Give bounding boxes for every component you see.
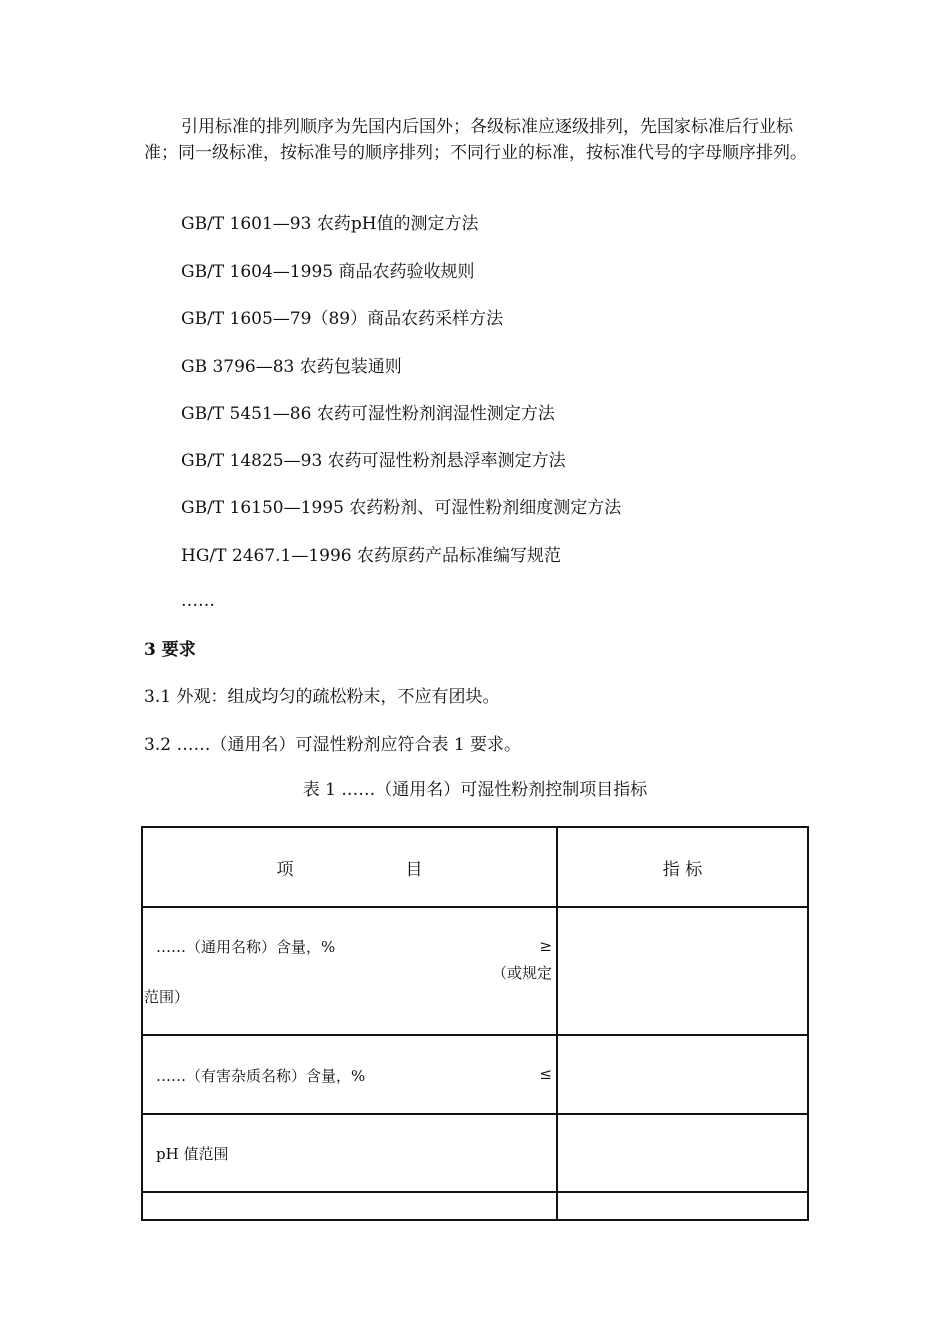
clause-appearance: 3.1 外观：组成均匀的疏松粉末，不应有团块。 xyxy=(144,687,500,707)
intro-paragraph: 引用标准的排列顺序为先国内后国外；各级标准应逐级排列，先国家标准后行业标准；同一级标准，按标准号的顺序排列；不同行业的标准，按标准代号的字母顺序排列。 xyxy=(144,117,807,163)
header-item-part: 项 xyxy=(276,859,294,880)
comparison-symbol: ≥ xyxy=(539,937,552,955)
table-row xyxy=(142,1114,808,1192)
row-value-cell xyxy=(557,907,808,1035)
reference-item: GB/T 1601—93 农药pH值的测定方法 xyxy=(181,214,479,234)
section-heading: 3 要求 xyxy=(144,640,196,660)
table-row xyxy=(142,907,808,1035)
table-header-row xyxy=(142,827,808,907)
comparison-symbol: ≤ xyxy=(539,1065,552,1083)
reference-ellipsis: …… xyxy=(181,591,215,611)
reference-item: GB/T 5451—86 农药可湿性粉剂润湿性测定方法 xyxy=(181,404,555,424)
row-item-cell xyxy=(142,1035,557,1114)
row-value-cell xyxy=(557,1035,808,1114)
clause-table-requirement: 3.2 ……（通用名）可湿性粉剂应符合表 1 要求。 xyxy=(144,735,522,755)
row-label: ……（有害杂质名称）含量，% xyxy=(156,1067,366,1085)
range-note: 范围） xyxy=(144,988,190,1006)
row-value-cell xyxy=(557,1114,808,1192)
header-item xyxy=(142,827,557,907)
table-caption: 表 1 ……（通用名）可湿性粉剂控制项目指标 xyxy=(302,780,648,800)
spec-table xyxy=(141,826,809,1221)
row-item-cell xyxy=(142,1192,557,1220)
reference-item: HG/T 2467.1—1996 农药原药产品标准编写规范 xyxy=(181,546,562,566)
reference-item: GB/T 14825—93 农药可湿性粉剂悬浮率测定方法 xyxy=(181,451,566,471)
table-row xyxy=(142,1192,808,1220)
reference-item: GB/T 1605—79（89）商品农药采样方法 xyxy=(181,309,504,329)
row-value-cell xyxy=(557,1192,808,1220)
row-item-cell xyxy=(142,907,557,1035)
header-indicator: 指 标 xyxy=(557,827,808,907)
row-label: ……（通用名称）含量，% xyxy=(156,938,336,956)
reference-item: GB/T 1604—1995 商品农药验收规则 xyxy=(181,262,475,282)
header-item-part: 目 xyxy=(405,859,423,880)
row-label: pH 值范围 xyxy=(156,1145,229,1163)
range-note: （或规定 xyxy=(491,964,552,982)
table-row xyxy=(142,1035,808,1114)
reference-item: GB 3796—83 农药包装通则 xyxy=(181,357,402,377)
row-item-cell xyxy=(142,1114,557,1192)
reference-item: GB/T 16150—1995 农药粉剂、可湿性粉剂细度测定方法 xyxy=(181,498,622,518)
